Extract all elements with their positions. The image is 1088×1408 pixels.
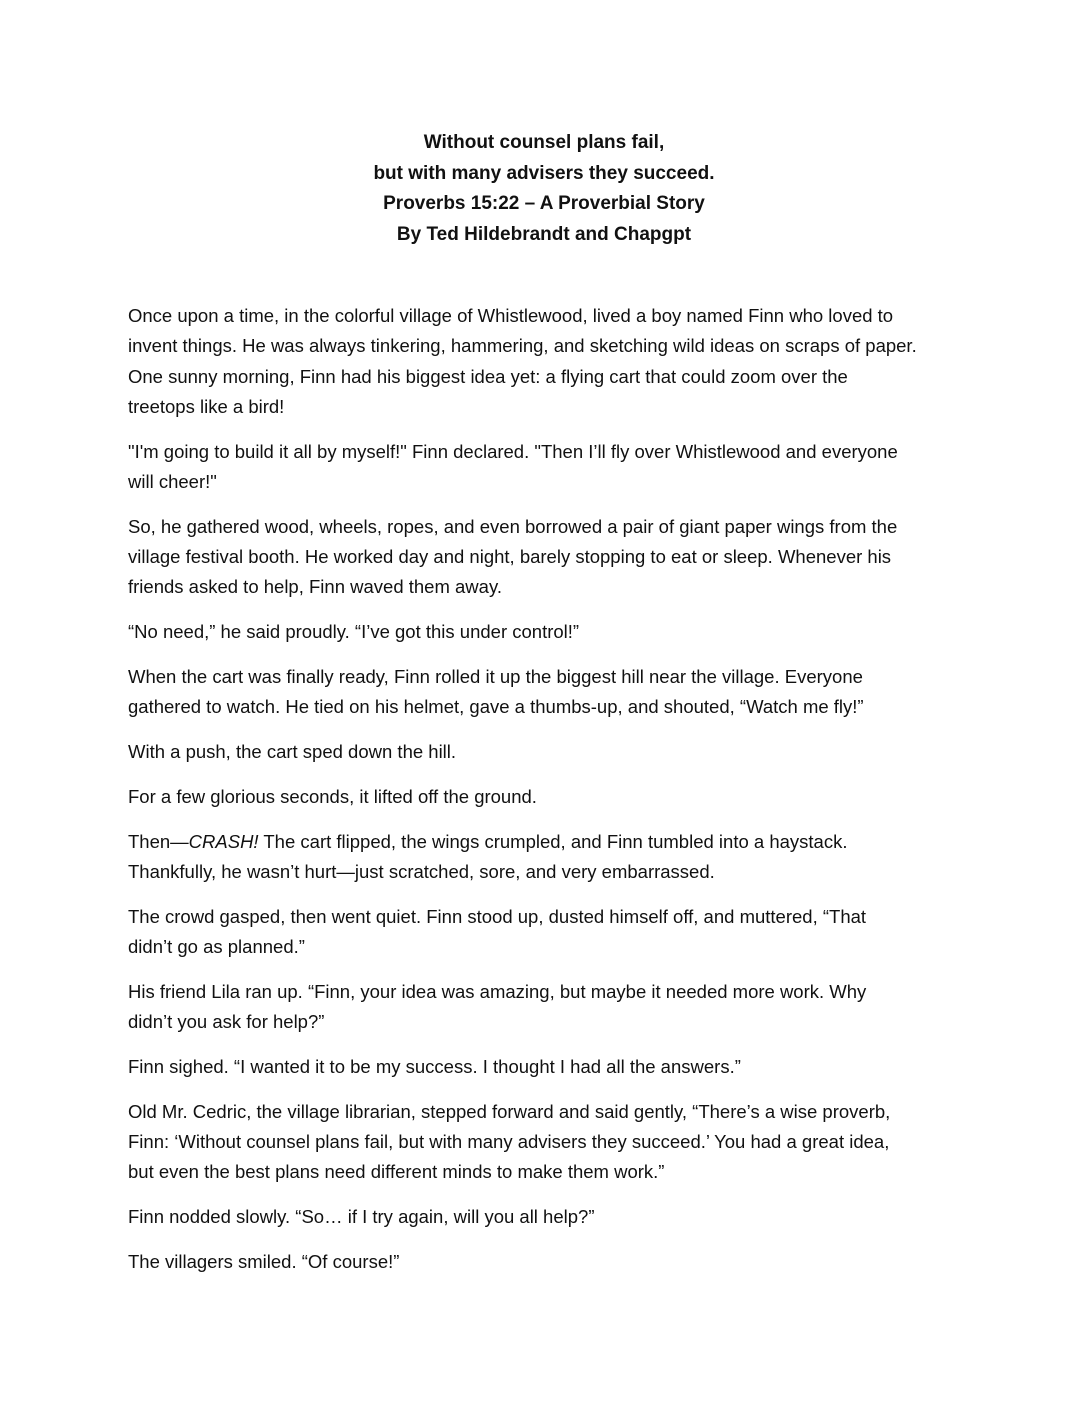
title-block [0, 128, 1088, 250]
paragraph-5 [128, 662, 968, 723]
paragraph-11 [128, 1052, 968, 1082]
paragraph-6 [128, 737, 968, 767]
text-line: Finn sighed. “I wanted it to be my success. I thought I had all the answers.” [128, 1055, 741, 1077]
text-line: Finn nodded slowly. “So… if I try again, will you all help?” [128, 1206, 595, 1228]
text-line: “No need,” he said proudly. “I’ve got this under control!” [128, 621, 580, 643]
text-line: treetops like a bird! [128, 395, 285, 417]
paragraph-3 [128, 512, 968, 603]
crash-emphasis: CRASH! [188, 830, 259, 852]
text-line: friends asked to help, Finn waved them away. [128, 576, 502, 598]
paragraph-7 [128, 782, 968, 812]
text-line: The villagers smiled. “Of course!” [128, 1250, 400, 1272]
text-line: village festival booth. He worked day and night, barely stopping to eat or sleep. Whenever his [128, 546, 892, 568]
paragraph-2 [128, 437, 968, 498]
paragraph-4 [128, 617, 968, 647]
paragraph-10 [128, 977, 968, 1038]
paragraph-13 [128, 1202, 968, 1232]
text-line: Thankfully, he wasn’t hurt—just scratched, sore, and very embarrassed. [128, 860, 715, 882]
paragraph-14 [128, 1247, 968, 1277]
paragraph-9 [128, 902, 968, 963]
paragraph-8 [128, 827, 968, 888]
text-line: With a push, the cart sped down the hill. [128, 741, 457, 763]
text-line: gathered to watch. He tied on his helmet, gave a thumbs-up, and shouted, “Watch me fly!” [128, 696, 864, 718]
text-segment: Then— [128, 830, 189, 852]
text-line: but even the best plans need different minds to make them work.” [128, 1161, 665, 1183]
paragraph-1 [128, 301, 968, 422]
paragraph-12 [128, 1097, 968, 1188]
author-line: By Ted Hildebrandt and Chapgpt [396, 223, 692, 245]
text-line [128, 827, 968, 857]
text-line: didn’t go as planned.” [128, 936, 305, 958]
text-line: didn’t you ask for help?” [128, 1011, 325, 1033]
story-body [128, 301, 968, 1292]
text-line: Finn: ‘Without counsel plans fail, but with many advisers they succeed.’ You had a great idea, [128, 1131, 890, 1153]
text-line: His friend Lila ran up. “Finn, your idea was amazing, but maybe it needed more work. Why [128, 980, 867, 1002]
text-line: will cheer!" [128, 470, 217, 492]
text-line: The crowd gasped, then went quiet. Finn stood up, dusted himself off, and muttered, “That [128, 905, 867, 927]
text-segment: The cart flipped, the wings crumpled, and Finn tumbled into a haystack. [258, 830, 848, 852]
text-line: When the cart was finally ready, Finn rolled it up the biggest hill near the village. Everyone [128, 665, 863, 687]
title-line-3: Proverbs 15:22 – A Proverbial Story [383, 193, 705, 214]
text-line: For a few glorious seconds, it lifted off the ground. [128, 785, 537, 807]
title-line-2: but with many advisers they succeed. [373, 162, 715, 184]
text-line: One sunny morning, Finn had his biggest idea yet: a flying cart that could zoom over the [128, 365, 848, 387]
title-line-1: Without counsel plans fail, [423, 132, 665, 153]
text-line: So, he gathered wood, wheels, ropes, and even borrowed a pair of giant paper wings from the [128, 515, 898, 537]
text-line: "I'm going to build it all by myself!" Finn declared. "Then I’ll fly over Whistlewood and everyone [128, 440, 898, 462]
text-line: Old Mr. Cedric, the village librarian, stepped forward and said gently, “There’s a wise proverb, [128, 1100, 891, 1122]
text-line: invent things. He was always tinkering, hammering, and sketching wild ideas on scraps of paper. [128, 335, 917, 357]
text-line: Once upon a time, in the colorful village of Whistlewood, lived a boy named Finn who loved to [128, 305, 894, 326]
